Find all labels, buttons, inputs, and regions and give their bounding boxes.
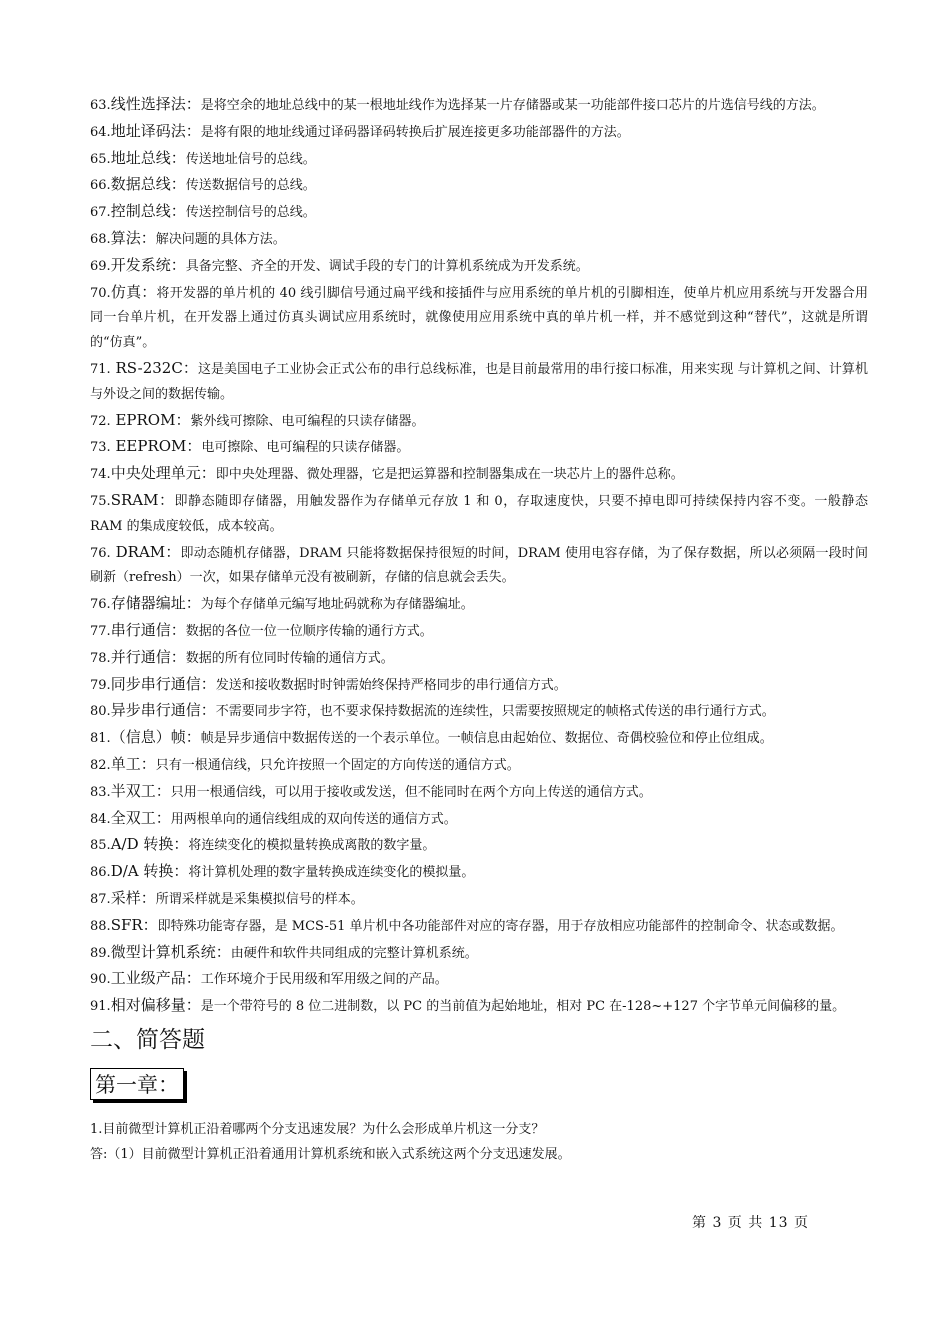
- glossary-entry: [90, 146, 868, 173]
- entry-term: 相对偏移量：: [110, 996, 201, 1015]
- entry-definition: 这是美国电子工业协会正式公布的串行总线标准，也是目前最常用的串行接口标准，用来实现 与计算机之间、计算机与外设之间的数据传输。: [90, 361, 868, 402]
- entry-term: D/A 转换：: [110, 862, 189, 881]
- entry-number: 88.: [90, 918, 111, 934]
- entry-definition: 将连续变化的模拟量转换成离散的数字量。: [188, 838, 436, 854]
- glossary-entry: [90, 461, 868, 488]
- entry-number: 67.: [90, 205, 111, 221]
- entry-number: 64.: [90, 124, 111, 140]
- glossary-entry: [90, 172, 868, 199]
- page-footer: 第 3 页 共 13 页: [692, 1215, 809, 1231]
- entry-number: 90.: [90, 972, 111, 988]
- entry-number: 87.: [90, 891, 111, 907]
- glossary-entry: [90, 645, 868, 672]
- entry-definition: 是将有限的地址线通过译码器译码转换后扩展连接更多功能部器件的方法。: [200, 124, 630, 140]
- entry-definition: 解决问题的具体方法。: [155, 231, 286, 247]
- entry-number: 72.: [90, 413, 111, 429]
- entry-number: 80.: [90, 704, 111, 720]
- entry-number: 73.: [90, 440, 111, 456]
- entry-term: 异步串行通信：: [110, 701, 216, 720]
- entry-definition: 用两根单向的通信线组成的双向传送的通信方式。: [170, 811, 457, 827]
- entry-definition: 传送数据信号的总线。: [185, 178, 316, 194]
- glossary-entry: [90, 119, 868, 146]
- entry-definition: 数据的所有位同时传输的通信方式。: [185, 650, 394, 666]
- entry-number: 79.: [90, 677, 111, 693]
- entry-definition: 工作环境介于民用级和军用级之间的产品。: [200, 972, 448, 988]
- glossary-entry: [90, 779, 868, 806]
- entry-term: 存储器编址：: [110, 594, 201, 613]
- entry-term: 中央处理单元：: [110, 464, 216, 483]
- entry-definition: 即中央处理器、微处理器，它是把运算器和控制器集成在一块芯片上的器件总称。: [215, 467, 684, 483]
- entry-number: 74.: [90, 467, 111, 483]
- entry-definition: 即静态随即存储器，用触发器作为存储单元存放 1 和 0，存取速度快，只要不掉电即可持续保持内容不变。一般静态 RAM 的集成度较低，成本较高。: [90, 493, 868, 534]
- entry-term: 算法：: [110, 228, 156, 247]
- glossary-entry: [90, 92, 868, 119]
- entry-term: 串行通信：: [110, 620, 186, 639]
- entry-term: 地址总线：: [110, 148, 186, 167]
- entry-number: 83.: [90, 784, 111, 800]
- entry-number: 76.: [90, 597, 111, 613]
- glossary-entry: [90, 253, 868, 280]
- entry-term: A/D 转换：: [110, 835, 189, 854]
- entry-definition: 只用一根通信线，可以用于接收或发送，但不能同时在两个方向上传送的通信方式。: [170, 784, 652, 800]
- glossary-entry: [90, 940, 868, 967]
- entry-number: 69.: [90, 258, 111, 274]
- entry-term: 控制总线：: [110, 202, 186, 221]
- entry-term: 全双工：: [110, 808, 171, 827]
- entry-number: 81.: [90, 731, 111, 747]
- entry-term: 单工：: [110, 754, 156, 773]
- glossary-list: [90, 92, 868, 1020]
- entry-definition: 传送控制信号的总线。: [185, 205, 316, 221]
- glossary-entry: [90, 698, 868, 725]
- entry-number: 70.: [90, 285, 111, 301]
- entry-definition: 只有一根通信线，只允许按照一个固定的方向传送的通信方式。: [155, 757, 520, 773]
- entry-definition: 紫外线可擦除、电可编程的只读存储器。: [190, 413, 425, 429]
- glossary-entry: [90, 618, 868, 645]
- entry-term: 微型计算机系统：: [110, 942, 231, 961]
- entry-term: 并行通信：: [110, 647, 186, 666]
- entry-definition: 传送地址信号的总线。: [185, 151, 316, 167]
- entry-number: 68.: [90, 231, 111, 247]
- answer-text: 答:（1）目前微型计算机正沿着通用计算机系统和嵌入式系统这两个分支迅速发展。: [90, 1146, 571, 1162]
- glossary-entry: [90, 806, 868, 833]
- glossary-entry: [90, 672, 868, 699]
- entry-definition: 具备完整、齐全的开发、调试手段的专门的计算机系统成为开发系统。: [185, 258, 589, 274]
- glossary-entry: [90, 488, 868, 540]
- glossary-entry: [90, 993, 868, 1020]
- glossary-entry: [90, 408, 868, 435]
- entry-number: 89.: [90, 945, 111, 961]
- entry-term: 开发系统：: [110, 255, 186, 274]
- entry-term: 线性选择法：: [110, 95, 201, 113]
- glossary-entry: [90, 280, 868, 356]
- entry-number: 82.: [90, 757, 111, 773]
- glossary-entry: [90, 832, 868, 859]
- entry-term: 采样：: [110, 888, 156, 907]
- entry-term: 同步串行通信：: [110, 674, 216, 693]
- entry-number: 63.: [90, 98, 111, 113]
- chapter-label: 第一章：: [90, 1068, 184, 1100]
- glossary-entry: [90, 752, 868, 779]
- entry-definition: 为每个存储单元编写地址码就称为存储器编址。: [200, 597, 474, 613]
- entry-definition: 数据的各位一位一位顺序传输的通行方式。: [185, 623, 433, 639]
- entry-term: 仿真：: [110, 282, 157, 301]
- entry-term: SFR：: [110, 915, 158, 934]
- entry-definition: 即特殊功能寄存器，是 MCS-51 单片机中各功能部件对应的寄存器，用于存放相应功能部件的控制命令、状态或数据。: [157, 918, 844, 934]
- entry-term: EPROM：: [110, 410, 191, 429]
- glossary-entry: [90, 226, 868, 253]
- entry-definition: 由硬件和软件共同组成的完整计算机系统。: [230, 945, 478, 961]
- entry-number: 71.: [90, 361, 111, 377]
- entry-term: 地址译码法：: [110, 121, 201, 140]
- entry-number: 77.: [90, 623, 111, 639]
- entry-term: 半双工：: [110, 781, 171, 800]
- section-title: 二、简答题: [90, 1026, 205, 1053]
- glossary-entry: [90, 199, 868, 226]
- document-body: [90, 92, 868, 1167]
- entry-term: DRAM：: [110, 542, 181, 561]
- glossary-entry: [90, 966, 868, 993]
- glossary-entry: [90, 591, 868, 618]
- entry-number: 91.: [90, 999, 111, 1015]
- entry-term: 工业级产品：: [110, 969, 201, 988]
- glossary-entry: [90, 540, 868, 592]
- entry-term: RS-232C：: [110, 358, 198, 377]
- entry-definition: 是将空余的地址总线中的某一根地址线作为选择某一片存储器或某一功能部件接口芯片的片选信号线的方法。: [200, 98, 825, 113]
- entry-definition: 是一个带符号的 8 位二进制数，以 PC 的当前值为起始地址，相对 PC 在-128~+127 个字节单元间偏移的量。: [200, 999, 846, 1015]
- entry-definition: 将开发器的单片机的 40 线引脚信号通过扁平线和接插件与应用系统的单片机的引脚相连，使单片机应用系统与开发器合用同一台单片机，在开发器上通过仿真头调试应用系统时，就像使用应用系统中真的单片机一样，并不感觉到这种“替代”，这就是所谓的“仿真”。: [90, 285, 868, 351]
- entry-term: 数据总线：: [110, 175, 186, 194]
- entry-number: 75.: [90, 493, 111, 509]
- entry-number: 78.: [90, 650, 111, 666]
- entry-number: 66.: [90, 178, 111, 194]
- entry-number: 86.: [90, 865, 111, 881]
- glossary-entry: [90, 356, 868, 408]
- glossary-entry: [90, 434, 868, 461]
- entry-definition: 电可擦除、电可编程的只读存储器。: [201, 440, 410, 456]
- entry-term: EEPROM：: [110, 437, 202, 456]
- glossary-entry: [90, 886, 868, 913]
- entry-number: 76.: [90, 545, 111, 561]
- entry-definition: 所谓采样就是采集模拟信号的样本。: [155, 891, 364, 907]
- question-text: 1.目前微型计算机正沿着哪两个分支迅速发展？为什么会形成单片机这一分支？: [90, 1121, 545, 1137]
- entry-number: 84.: [90, 811, 111, 827]
- glossary-entry: [90, 859, 868, 886]
- entry-definition: 即动态随机存储器，DRAM 只能将数据保持很短的时间，DRAM 使用电容存储，为了保存数据，所以必须隔一段时间刷新（refresh）一次，如果存储单元没有被刷新，存储的信息就会丢失。: [90, 545, 868, 586]
- entry-definition: 帧是异步通信中数据传送的一个表示单位。一帧信息由起始位、数据位、奇偶校验位和停止位组成。: [200, 731, 773, 747]
- glossary-entry: [90, 725, 868, 752]
- glossary-entry: [90, 913, 868, 940]
- entry-definition: 将计算机处理的数字量转换成连续变化的模拟量。: [188, 865, 475, 881]
- entry-term: SRAM：: [110, 490, 175, 509]
- entry-number: 65.: [90, 151, 111, 167]
- entry-definition: 不需要同步字符，也不要求保持数据流的连续性，只需要按照规定的帧格式传送的串行通行方式。: [215, 704, 775, 720]
- entry-number: 85.: [90, 838, 111, 854]
- entry-term: （信息）帧：: [110, 728, 201, 747]
- entry-definition: 发送和接收数据时时钟需始终保持严格同步的串行通信方式。: [215, 677, 567, 693]
